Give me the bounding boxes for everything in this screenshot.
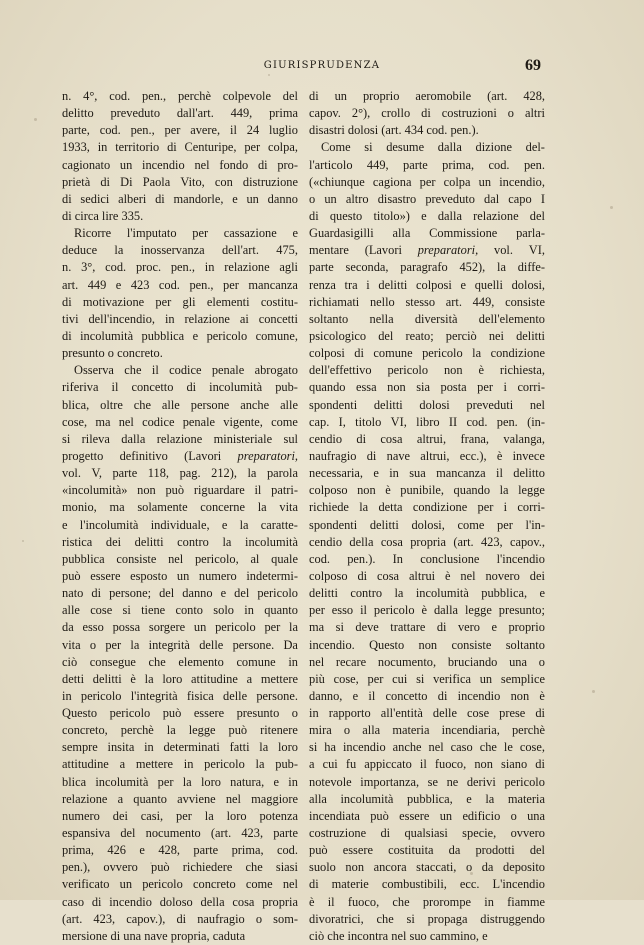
- text-line: vol. V, parte 118, pag. 212), la parola: [62, 466, 298, 481]
- text-line: (art. 423, capov.), di naufragio o som-: [62, 911, 298, 926]
- text-line: di circa lire 335.: [62, 208, 144, 223]
- paper-speck: [22, 540, 24, 542]
- text-line: parte, cod. pen., per avere, il 24 luglio: [62, 123, 298, 138]
- text-line: renza tra i delitti colposi e quelli dolosi,: [309, 277, 545, 292]
- text-line: richiamati nello stesso art. 449, consiste: [309, 294, 545, 309]
- text-line: presunto o concreto.: [62, 346, 163, 361]
- text-line: per esso il pericolo è dalla legge presunto;: [309, 603, 545, 618]
- text-line: Ricorre l'imputato per cassazione e: [74, 226, 298, 241]
- text-line: espansiva del nocumento (art. 423, parte: [62, 826, 298, 841]
- text-line: caso di incendio doloso della cosa propria: [62, 894, 298, 909]
- text-line: verificato un pericolo concreto come nel: [62, 877, 298, 892]
- text-line: soltanto nella diversità dell'elemento: [309, 311, 545, 326]
- text-line: ciò consegue che elemento comune in: [62, 654, 298, 669]
- text-line: naufragio di nave altrui, ecc.), è invece: [309, 448, 545, 463]
- text-line: incendiata può essere un edificio o una: [309, 808, 545, 823]
- text-line: quando essa non sia posta per i corri-: [309, 380, 545, 395]
- text-line: pubblica consiste nel pericolo, al quale: [62, 551, 298, 566]
- text-line: può essere costituita da prodotti del: [309, 843, 545, 858]
- text-line: tivi dell'incendio, in relazione ai concetti: [62, 311, 298, 326]
- text-line: numero dei casi, per la loro potenza: [62, 808, 298, 823]
- text-line: in pericolo l'integrità fisica delle persone.: [62, 688, 298, 703]
- text-line: mersione di una nave propria, caduta: [62, 928, 246, 943]
- text-line: disastri dolosi (art. 434 cod. pen.).: [309, 123, 479, 138]
- text-line: sempre insita in determinati fatti la loro: [62, 740, 298, 755]
- text-line: danno, e il concetto di incendio non è: [309, 688, 545, 703]
- text-line: di sedici alberi di mandorle, e un danno: [62, 191, 298, 206]
- text-line: suolo non ancora staccati, o da deposito: [309, 860, 545, 875]
- text-line: blica, oltre che alle persone anche alle: [62, 397, 298, 412]
- running-head: [0, 57, 644, 78]
- paper-speck: [592, 690, 595, 693]
- text-line: ristica dei delitti contro la incolumità: [62, 534, 298, 549]
- text-line: divoratrici, che si propaga distruggendo: [309, 911, 545, 926]
- text-line: o un altro disastro preveduto dal capo I: [309, 191, 545, 206]
- page-number: 69: [525, 57, 541, 74]
- text-line: cod. pen.). In conclusione l'incendio: [309, 551, 545, 566]
- text-line: prima, 426 e 428, parte prima, cod.: [62, 843, 298, 858]
- text-line: spondenti delitti dolosi preveduti nel: [309, 397, 545, 412]
- text-line: cagionato un incendio nel fondo di pro-: [62, 157, 298, 172]
- text-line: Guardasigilli alla Commissione parla-: [309, 226, 545, 241]
- text-line: alle cose si tiene conto solo in quanto: [62, 603, 298, 618]
- text-line: n. 3°, cod. proc. pen., in relazione agli: [62, 260, 298, 275]
- text-line: detti delitti è la loro attitudine a mettere: [62, 671, 298, 686]
- text-line: cendio della cosa propria (art. 423, capov.,: [309, 534, 545, 549]
- text-line: e l'incolumità individuale, e la caratte-: [62, 517, 298, 532]
- text-line: nato di persone; del danno e del pericolo: [62, 586, 298, 601]
- text-line: prietà di Di Paola Vito, con distruzione: [62, 174, 298, 189]
- text-line: riferiva il concetto di incolumità pub-: [62, 380, 298, 395]
- text-line: mira o alla materia incendiaria, perchè: [309, 723, 545, 738]
- text-line: cose, ma nel codice penale vigente, come: [62, 414, 298, 429]
- text-line: costruzione di qualsiasi specie, ovvero: [309, 826, 545, 841]
- text-line: blica incolumità per la loro natura, e in: [62, 774, 298, 789]
- text-line: cendio di cosa altrui, frana, valanga,: [309, 431, 545, 446]
- text-line: di incolumità pubblica e pericolo comune,: [62, 328, 298, 343]
- text-line: 1933, in territorio di Centuripe, per colpa,: [62, 140, 298, 155]
- left-text-column: [62, 88, 298, 945]
- text-line: Questo pericolo può essere presunto o: [62, 706, 298, 721]
- text-line: di questo titolo») e dalla relazione del: [309, 208, 545, 223]
- text-line: necessaria, e in sua mancanza il delitto: [309, 466, 545, 481]
- text-line: art. 449 e 423 cod. pen., per mancanza: [62, 277, 298, 292]
- text-line: notevole importanza, se ne derivi pericolo: [309, 774, 545, 789]
- text-line: psicologico del reato; perciò nei delitti: [309, 328, 545, 343]
- text-line: parte seconda, paragrafo 452), la diffe-: [309, 260, 545, 275]
- text-line: delitto preveduto dall'art. 449, prima: [62, 106, 298, 121]
- paper-speck: [150, 862, 152, 864]
- text-line: di un proprio aeromobile (art. 428,: [309, 89, 545, 103]
- text-line: «incolumità» non può riguardare il patri-: [62, 483, 298, 498]
- text-line: colposo non è punibile, quando la legge: [309, 483, 545, 498]
- text-line: in rapporto all'entità delle cose prese di: [309, 706, 545, 721]
- text-line: cap. I, titolo VI, libro II cod. pen. (in-: [309, 414, 545, 429]
- text-line: ciò che incontra nel suo cammino, e: [309, 928, 488, 943]
- text-line: è il fuoco, che prorompe in fiamme: [309, 894, 545, 909]
- text-line: relazione a quanto avviene nel maggiore: [62, 791, 298, 806]
- text-line: delitti contro la incolumità pubblica, e: [309, 586, 545, 601]
- text-line: di materie combustibili, ecc. L'incendio: [309, 877, 545, 892]
- text-line: capov. 2°), crollo di costruzioni o altri: [309, 106, 545, 121]
- paper-speck: [470, 872, 473, 875]
- text-line: di motivazione per gli elementi costitu-: [62, 294, 298, 309]
- text-line: può essere esposto un numero indetermi-: [62, 568, 298, 583]
- text-line: nel recare nocumento, bruciando una o: [309, 654, 545, 669]
- paper-speck: [268, 74, 270, 76]
- text-line: concreto, perchè la legge può ritenere: [62, 723, 298, 738]
- text-line: n. 4°, cod. pen., perchè colpevole del: [62, 89, 298, 103]
- text-line: dell'effettivo pericolo non è richiesta,: [309, 363, 545, 378]
- text-line: progetto definitivo (Lavori preparatori,: [62, 448, 298, 463]
- text-line: pen.), ovvero può richiedere che siasi: [62, 860, 298, 875]
- text-line: («chiunque cagiona per colpa un incendio,: [309, 174, 545, 189]
- text-line: più cose, per cui si verifica un semplice: [309, 671, 545, 686]
- text-line: attitudine a mettere in pericolo la pub-: [62, 757, 298, 772]
- text-line: l'articolo 449, parte prima, cod. pen.: [309, 157, 545, 172]
- text-line: Osserva che il codice penale abrogato: [74, 363, 298, 378]
- right-text-column: [309, 88, 545, 945]
- text-line: a cui fu appiccato il fuoco, non siano di: [309, 757, 545, 772]
- paper-speck: [34, 118, 37, 121]
- text-line: colposo di cosa altrui è nel novero dei: [309, 568, 545, 583]
- text-line: da esso possa sorgere un pericolo per la: [62, 620, 298, 635]
- text-line: monio, ma solamente concerne la vita: [62, 500, 298, 515]
- text-line: deduce la inosservanza dell'art. 475,: [62, 243, 298, 258]
- text-line: richiede la detta condizione per i corri-: [309, 500, 545, 515]
- text-line: incendio. Questo non consiste soltanto: [309, 637, 545, 652]
- text-line: vita o per la integrità delle persone. Da: [62, 637, 298, 652]
- text-line: si rileva dalla relazione ministeriale sul: [62, 431, 298, 446]
- text-line: alla incolumità pubblica, e la materia: [309, 791, 545, 806]
- text-line: mentare (Lavori preparatori, vol. VI,: [309, 243, 545, 258]
- paper-speck: [610, 206, 613, 209]
- text-line: spondenti delitti dolosi, come per l'in-: [309, 517, 545, 532]
- text-line: colposi di comune pericolo la condizione: [309, 346, 545, 361]
- text-line: Come si desume dalla dizione del-: [321, 140, 545, 155]
- text-line: ma si deve trattare di vero e proprio: [309, 620, 545, 635]
- text-line: si ha incendio anche nel caso che le cose,: [309, 740, 545, 755]
- running-title: GIURISPRUDENZA: [263, 60, 381, 71]
